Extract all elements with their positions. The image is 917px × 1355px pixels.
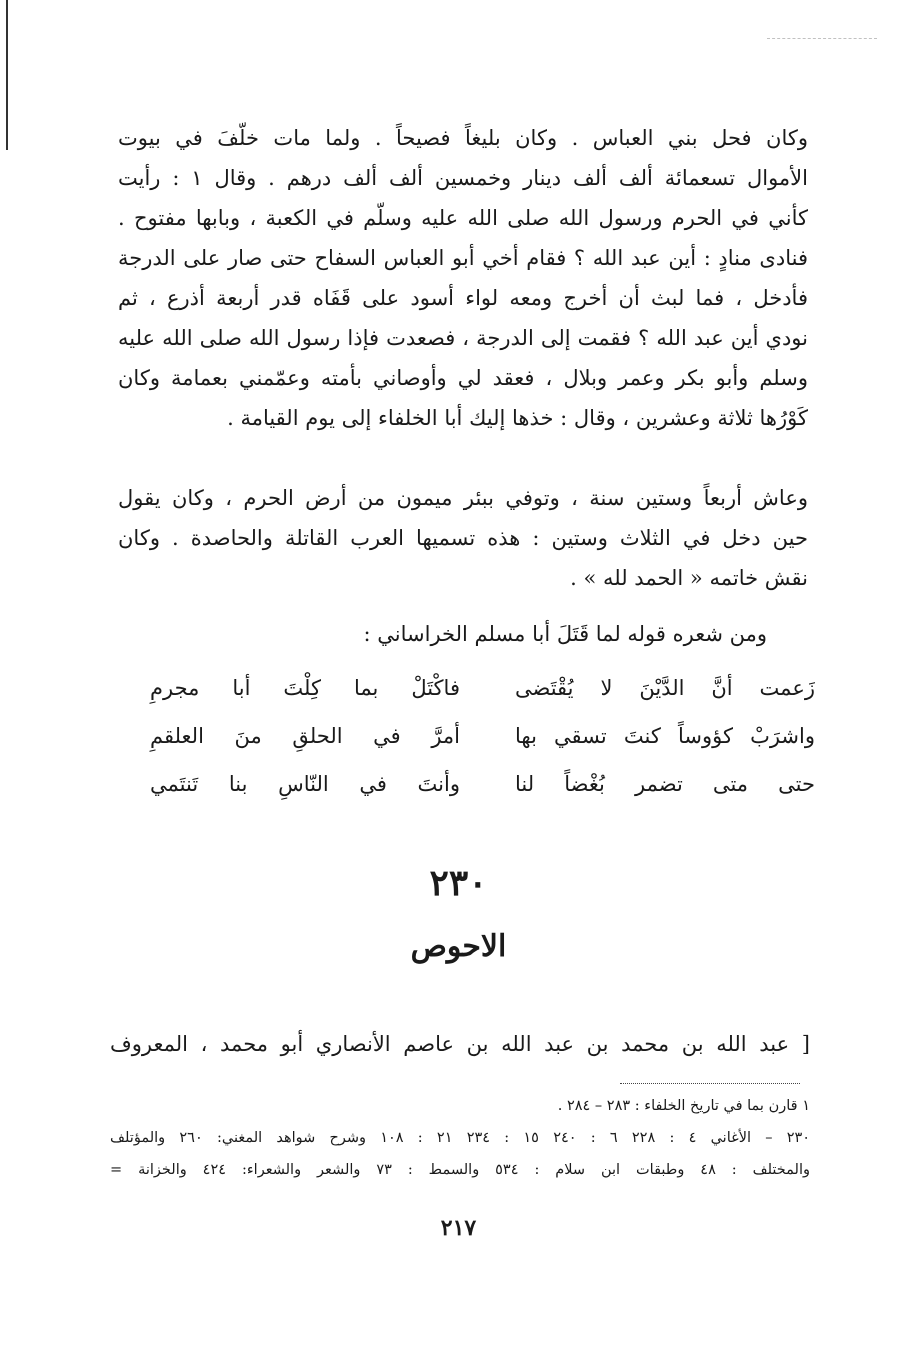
poem-intro: ومن شعره قوله لما قَتَلَ أبا مسلم الخراساني : — [363, 622, 767, 646]
body-line: نودي أين عبد الله ؟ فقمت إلى الدرجة ، فصعدت فإذا رسول الله صلى الله عليه — [118, 326, 808, 350]
body-line: حين دخل في الثلاث وستين : هذه تسميها العرب القاتلة والحاصدة . وكان — [118, 526, 808, 550]
body-line: وعاش أربعاً وستين سنة ، وتوفي ببئر ميمون من أرض الحرم ، وكان يقول — [118, 486, 808, 510]
footnote: والمختلف : ٤٨ وطبقات ابن سلام : ٥٣٤ والسمط : ٧٣ والشعر والشعراء: ٤٢٤ والخزانة = — [110, 1162, 810, 1178]
footnote-separator — [620, 1083, 800, 1084]
poem-verse — [150, 760, 815, 808]
verse-second-hemistich: أمرَّ في الحلقِ منَ العلقمِ — [150, 724, 460, 748]
verse-first-hemistich: زَعمت أنَّ الدَّيْنَ لا يُقْتَضى — [515, 676, 815, 700]
verse-second-hemistich: وأنتَ في النّاسِ بنا تَنتَمي — [150, 772, 460, 796]
entry-number: ٢٣٠ — [429, 862, 488, 904]
footnotes — [110, 1090, 810, 1186]
body-line: كأني في الحرم ورسول الله صلى الله عليه وسلّم في الكعبة ، وبابها مفتوح . — [118, 206, 808, 230]
verse-second-hemistich: فاكْتَلْ بما كِلْتَ أبا مجرمِ — [150, 676, 460, 700]
body-line: كَوْرُها ثلاثة وعشرين ، وقال : خذها إليك أبا الخلفاء إلى يوم القيامة . — [227, 406, 808, 430]
scan-corner-marks — [767, 38, 877, 47]
footnote: ٢٣٠ – الأغاني ٤ : ٢٢٨ ٦ : ٢٤٠ ١٥ : ٢٣٤ ٢١ : ١٠٨ وشرح شواهد المغني: ٢٦٠ والمؤتلف — [110, 1130, 811, 1146]
body-line: فنادى منادٍ : أين عبد الله ؟ فقام أخي أبو العباس السفاح حتى صار على الدرجة — [118, 246, 808, 270]
body-line: نقش خاتمه « الحمد لله » . — [570, 566, 808, 590]
footnote: ١ قارن بما في تاريخ الخلفاء : ٢٨٣ – ٢٨٤ . — [557, 1098, 810, 1114]
main-paragraph — [118, 118, 808, 438]
verse-first-hemistich: حتى متى تضمر بُغْضاً لنا — [515, 772, 815, 796]
poem-verse — [150, 664, 815, 712]
entry-opening-line: [ عبد الله بن محمد بن عبد الله بن عاصم الأنصاري أبو محمد ، المعروف — [110, 1032, 810, 1056]
scan-edge-line — [6, 0, 8, 150]
entry-title: الاحوص — [410, 929, 507, 964]
body-line: وسلم وأبو بكر وعمر وبلال ، فعقد لي وأوصاني بأمته وعمّمني بعمامة وكان — [118, 366, 808, 390]
page-number: ٢١٧ — [440, 1215, 477, 1241]
verse-first-hemistich: واشرَبْ كؤوساً كنتَ تسقي بها — [515, 724, 815, 748]
second-paragraph — [118, 478, 808, 598]
body-line: الأموال تسعمائة ألف ألف دينار وخمسين ألف ألف درهم . وقال ١ : رأيت — [118, 166, 808, 190]
poem — [150, 664, 815, 808]
body-line: فأدخل ، فما لبث أن أخرج ومعه لواء أسود على قَفَاه قدر أربعة أذرع ، ثم — [118, 286, 808, 310]
poem-verse — [150, 712, 815, 760]
body-line: وكان فحل بني العباس . وكان بليغاً فصيحاً . ولما مات خلّفَ في بيوت — [118, 126, 808, 150]
